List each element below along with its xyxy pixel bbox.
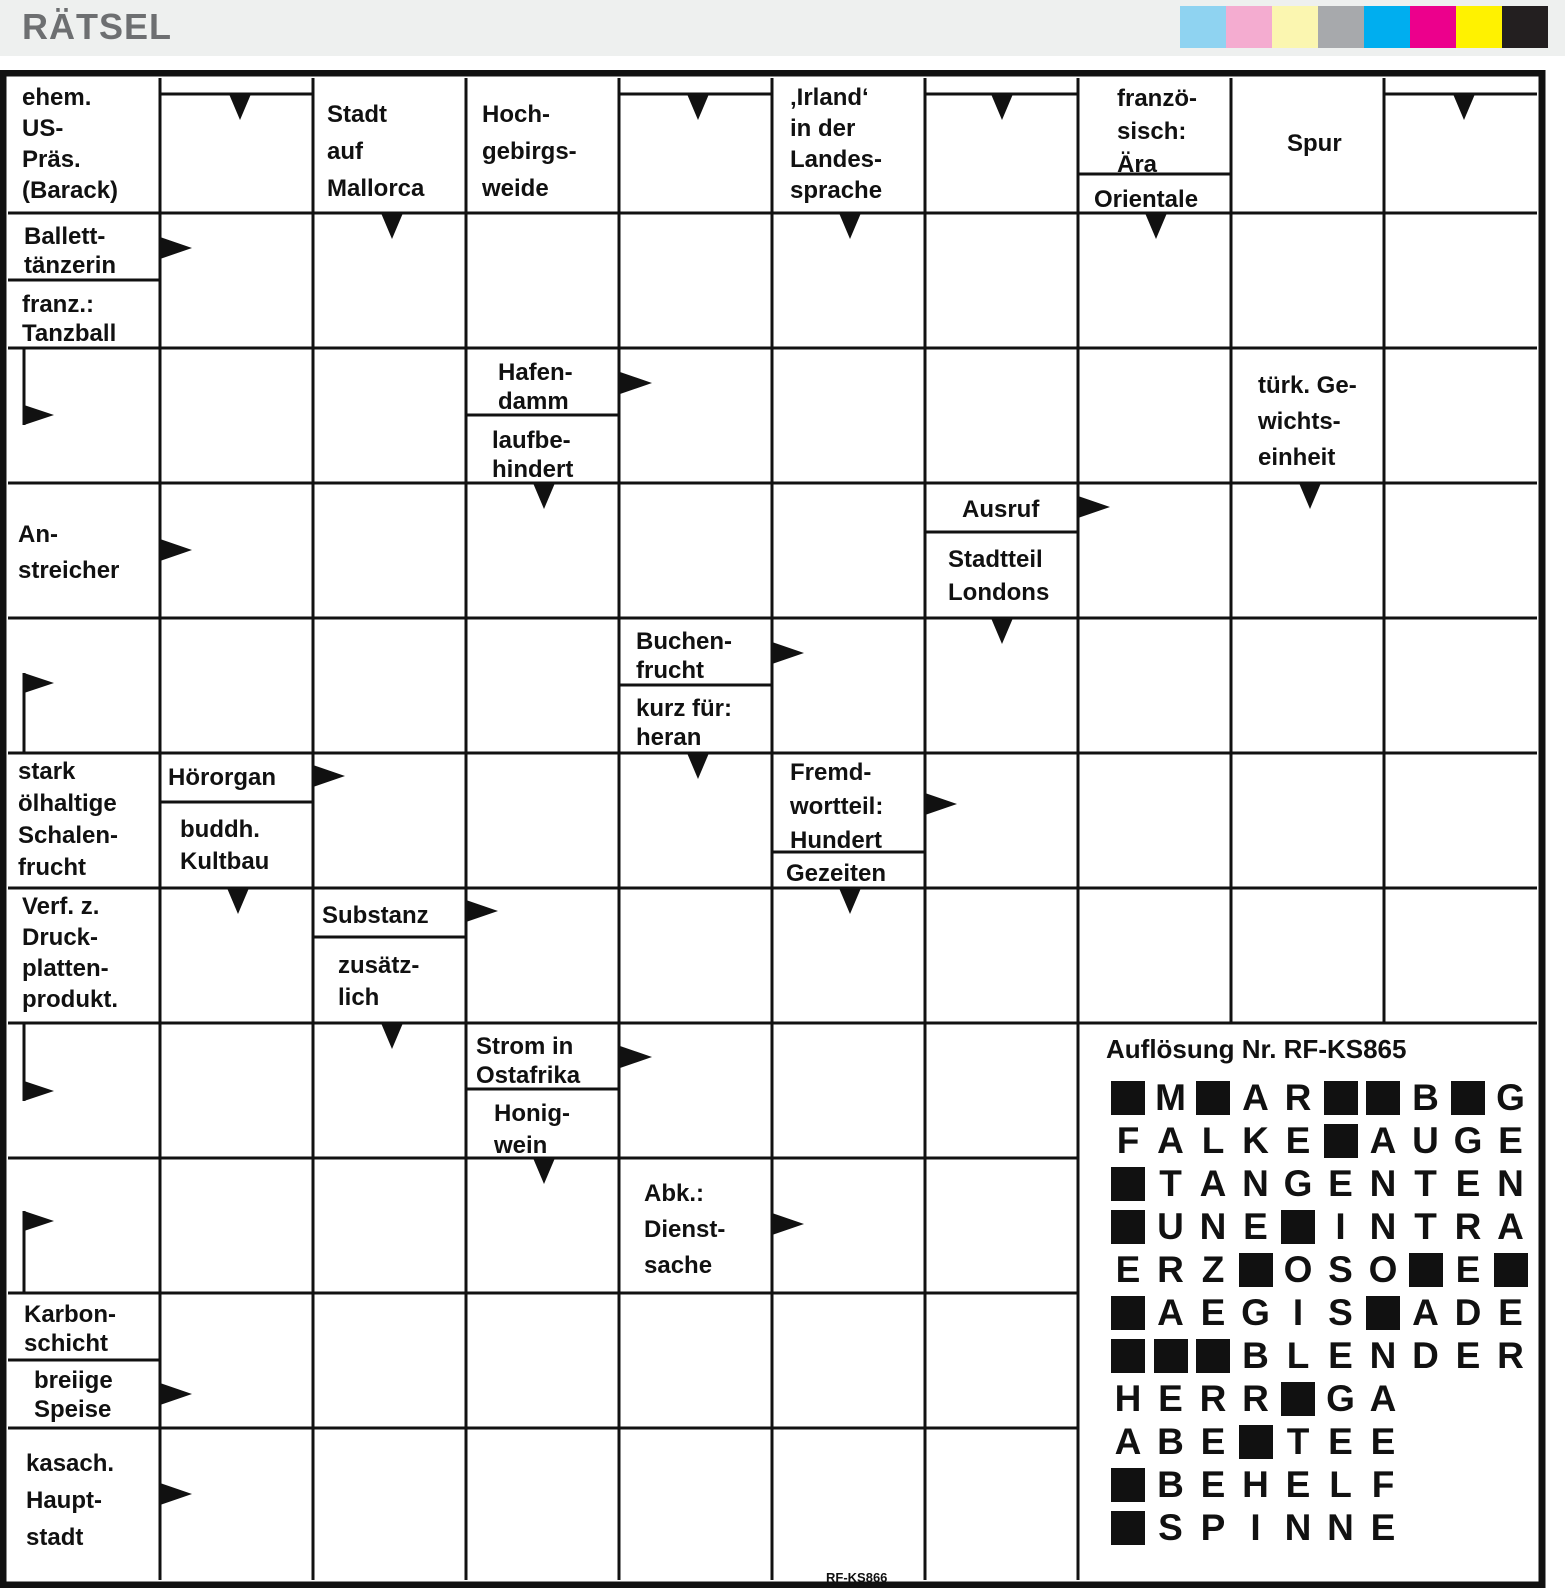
- clue-cell: Ballett- tänzerin: [24, 223, 117, 279]
- solution-letter: S: [1328, 1249, 1353, 1290]
- clue-cell: Buchen- frucht: [636, 628, 732, 684]
- clue-cell: stark ölhaltige Schalen- frucht: [18, 758, 119, 881]
- solution-letter: R: [1242, 1378, 1269, 1419]
- arrow-icon: [381, 1023, 403, 1049]
- solution-letter: I: [1250, 1507, 1261, 1548]
- solution-letter: R: [1497, 1335, 1524, 1376]
- arrow-icon: [160, 1483, 192, 1505]
- clue-cell: kurz für: heran: [636, 695, 732, 751]
- arrow-icon: [313, 765, 345, 787]
- solution-letter: S: [1328, 1292, 1353, 1333]
- solution-letter: A: [1157, 1292, 1184, 1333]
- solution-letter: E: [1455, 1163, 1481, 1204]
- solution-letter: F: [1371, 1464, 1395, 1505]
- solution-block: [1108, 1508, 1148, 1548]
- arrow-icon: [991, 618, 1013, 644]
- color-swatch: [1456, 6, 1502, 48]
- solution-letter: B: [1157, 1464, 1184, 1505]
- solution-letter: H: [1114, 1378, 1142, 1419]
- solution-letter: A: [1497, 1206, 1524, 1247]
- arrow-icon: [160, 539, 192, 561]
- clue-cell: Honig- wein: [494, 1100, 570, 1159]
- solution-letter: E: [1498, 1292, 1523, 1333]
- solution-letter: L: [1329, 1464, 1352, 1505]
- solution-letter: N: [1327, 1507, 1354, 1548]
- solution-letter: N: [1369, 1163, 1397, 1204]
- solution-letter: E: [1285, 1120, 1311, 1161]
- solution-row: [1108, 1379, 1406, 1419]
- solution-letter: B: [1412, 1077, 1439, 1118]
- solution-letter: N: [1369, 1206, 1397, 1247]
- solution-letter: E: [1328, 1335, 1353, 1376]
- solution-letter: T: [1414, 1206, 1437, 1247]
- solution-letter: T: [1286, 1421, 1310, 1462]
- solution-block: [1321, 1121, 1361, 1161]
- solution-letter: R: [1454, 1206, 1482, 1247]
- clue-cell: Strom in Ostafrika: [476, 1033, 581, 1089]
- solution-letter: O: [1368, 1249, 1398, 1290]
- solution-letter: R: [1157, 1249, 1184, 1290]
- solution-letter: G: [1241, 1292, 1270, 1333]
- solution-letter: E: [1455, 1335, 1481, 1376]
- arrow-icon: [1145, 213, 1167, 239]
- solution-block: [1363, 1078, 1403, 1118]
- solution-letter: N: [1284, 1507, 1312, 1548]
- solution-row: [1108, 1422, 1406, 1462]
- solution-letter: D: [1412, 1335, 1439, 1376]
- arrow-icon: [839, 213, 861, 239]
- solution-letter: Z: [1201, 1249, 1225, 1290]
- solution-letter: E: [1370, 1421, 1396, 1462]
- arrow-icon: [229, 94, 251, 120]
- solution-letter: P: [1200, 1507, 1226, 1548]
- solution-letter: E: [1200, 1292, 1226, 1333]
- clue-cell: Hoch- gebirgs- weide: [482, 101, 577, 202]
- clue-cell: Gezeiten: [786, 860, 887, 887]
- clue-cell: Hörorgan: [168, 764, 276, 791]
- solution-letter: E: [1328, 1163, 1353, 1204]
- arrow-icon: [160, 1383, 192, 1405]
- clue-cell: türk. Ge- wichts- einheit: [1258, 372, 1357, 471]
- solution-letter: B: [1242, 1335, 1269, 1376]
- solution-letter: A: [1369, 1120, 1397, 1161]
- arrow-icon: [381, 213, 403, 239]
- solution-block: [1108, 1336, 1148, 1376]
- solution-block: [1236, 1250, 1276, 1290]
- solution-letter: G: [1453, 1120, 1483, 1161]
- solution-letter: S: [1158, 1507, 1183, 1548]
- solution-letter: N: [1242, 1163, 1269, 1204]
- arrow-icon: [620, 372, 652, 394]
- solution-row: [1108, 1250, 1533, 1290]
- color-swatch: [1364, 6, 1410, 48]
- solution-letter: F: [1116, 1120, 1140, 1161]
- solution-letter: N: [1369, 1335, 1397, 1376]
- clue-cell: Fremd- wortteil: Hundert: [790, 759, 884, 854]
- solution-letter: O: [1283, 1249, 1313, 1290]
- solution-block: [1448, 1078, 1488, 1118]
- clue-cell: ‚Irland‘ in der Landes- sprache: [790, 84, 883, 204]
- solution-letter: R: [1199, 1378, 1227, 1419]
- clue-cell: zusätz- lich: [338, 952, 420, 1011]
- solution-row: [1108, 1293, 1533, 1333]
- solution-letter: E: [1158, 1378, 1183, 1419]
- arrow-icon: [772, 1213, 804, 1235]
- solution-letter: E: [1200, 1421, 1226, 1462]
- puzzle-code: RF-KS866: [826, 1570, 888, 1585]
- arrow-icon: [772, 642, 804, 664]
- solution-block: [1193, 1078, 1233, 1118]
- solution-letter: K: [1242, 1120, 1269, 1161]
- clue-cell: Stadt auf Mallorca: [327, 101, 425, 202]
- arrow-icon: [227, 888, 249, 914]
- solution-letter: E: [1370, 1507, 1396, 1548]
- arrow-icon: [687, 94, 709, 120]
- arrow-icon: [533, 483, 555, 509]
- clue-cell: laufbe- hindert: [492, 427, 574, 483]
- color-swatch: [1180, 6, 1226, 48]
- solution-letter: R: [1284, 1077, 1312, 1118]
- clue-cell: franz.: Tanzball: [22, 291, 117, 347]
- solution-letter: E: [1498, 1120, 1523, 1161]
- solution-block: [1406, 1250, 1446, 1290]
- arrow-icon: [24, 405, 54, 425]
- clue-cell: Spur: [1287, 130, 1342, 157]
- arrow-icon: [839, 888, 861, 914]
- page-title: RÄTSEL: [22, 6, 172, 47]
- solution-letter: E: [1115, 1249, 1141, 1290]
- solution-letter: A: [1199, 1163, 1227, 1204]
- solution-letter: D: [1454, 1292, 1482, 1333]
- arrow-icon: [687, 753, 709, 779]
- solution-letter: E: [1243, 1206, 1268, 1247]
- solution-letter: G: [1496, 1077, 1525, 1118]
- clue-cell: Substanz: [322, 902, 429, 929]
- clue-cell: Verf. z. Druck- platten- produkt.: [22, 893, 118, 1013]
- solution-letter: N: [1497, 1163, 1524, 1204]
- solution-letter: U: [1157, 1206, 1184, 1247]
- solution-letter: A: [1412, 1292, 1439, 1333]
- solution-row: [1108, 1207, 1533, 1247]
- clue-cell: franzö- sisch: Ära: [1117, 85, 1197, 178]
- solution-letter: T: [1159, 1163, 1182, 1204]
- solution-row: [1108, 1121, 1533, 1161]
- clue-cell: breiige Speise: [34, 1367, 113, 1423]
- arrow-icon: [24, 1211, 54, 1231]
- arrow-icon: [466, 900, 498, 922]
- clue-cell: Ausruf: [962, 496, 1040, 523]
- arrow-icon: [1078, 496, 1110, 518]
- solution-letter: G: [1326, 1378, 1355, 1419]
- solution-letter: A: [1369, 1378, 1397, 1419]
- arrow-icon: [24, 1081, 54, 1101]
- solution-row: [1108, 1078, 1533, 1118]
- clue-cell: Hafen- damm: [498, 359, 573, 415]
- arrow-icon: [24, 673, 54, 693]
- clue-cell: An- streicher: [18, 521, 120, 584]
- solution-letter: B: [1157, 1421, 1184, 1462]
- color-swatch: [1502, 6, 1548, 48]
- solution-row: [1108, 1465, 1406, 1505]
- color-swatch: [1272, 6, 1318, 48]
- solution-letter: N: [1199, 1206, 1227, 1247]
- color-swatch: [1226, 6, 1272, 48]
- solution-block: [1151, 1336, 1191, 1376]
- clue-cell: kasach. Haupt- stadt: [26, 1450, 115, 1551]
- color-swatch: [1410, 6, 1456, 48]
- solution-row: [1108, 1164, 1533, 1204]
- solution-row: [1108, 1336, 1533, 1376]
- solution-block: [1278, 1379, 1318, 1419]
- solution-block: [1491, 1250, 1531, 1290]
- solution-letter: A: [1114, 1421, 1142, 1462]
- solution-letter: H: [1242, 1464, 1269, 1505]
- color-swatches: [1180, 6, 1548, 48]
- solution-heading: Auflösung Nr. RF-KS865: [1106, 1034, 1407, 1064]
- solution-letter: I: [1335, 1206, 1346, 1247]
- solution-block: [1108, 1465, 1148, 1505]
- solution-letter: E: [1455, 1249, 1481, 1290]
- solution-letter: E: [1285, 1464, 1311, 1505]
- clue-cell: Orientale: [1094, 186, 1199, 213]
- solution-letter: A: [1157, 1120, 1184, 1161]
- solution-letter: T: [1414, 1163, 1437, 1204]
- solution-letter: U: [1412, 1120, 1439, 1161]
- arrow-icon: [1453, 94, 1475, 120]
- solution-letter: L: [1286, 1335, 1310, 1376]
- solution-row: [1108, 1508, 1406, 1548]
- solution-letter: L: [1201, 1120, 1225, 1161]
- arrow-icon: [925, 793, 957, 815]
- color-swatch: [1318, 6, 1364, 48]
- solution-letter: A: [1242, 1077, 1269, 1118]
- arrow-icon: [160, 237, 192, 259]
- solution-block: [1321, 1078, 1361, 1118]
- solution-letter: M: [1155, 1077, 1186, 1118]
- solution-block: [1363, 1293, 1403, 1333]
- solution-block: [1108, 1293, 1148, 1333]
- header-bar: [0, 0, 1565, 56]
- solution-block: [1193, 1336, 1233, 1376]
- solution-letter: G: [1283, 1163, 1313, 1204]
- clue-cell: Stadtteil Londons: [948, 546, 1050, 606]
- clue-cell: buddh. Kultbau: [180, 816, 270, 875]
- solution-block: [1236, 1422, 1276, 1462]
- solution-block: [1108, 1164, 1148, 1204]
- solution-letter: E: [1200, 1464, 1226, 1505]
- arrow-icon: [991, 94, 1013, 120]
- clue-cell: ehem. US- Präs. (Barack): [22, 84, 119, 204]
- clue-cell: Karbon- schicht: [24, 1301, 116, 1357]
- solution-block: [1108, 1207, 1148, 1247]
- arrow-icon: [620, 1046, 652, 1068]
- arrow-icon: [1299, 483, 1321, 509]
- solution-letter: I: [1292, 1292, 1304, 1333]
- clue-cell: Abk.: Dienst- sache: [644, 1180, 726, 1279]
- solution-letter: E: [1328, 1421, 1353, 1462]
- solution-block: [1278, 1207, 1318, 1247]
- solution-block: [1108, 1078, 1148, 1118]
